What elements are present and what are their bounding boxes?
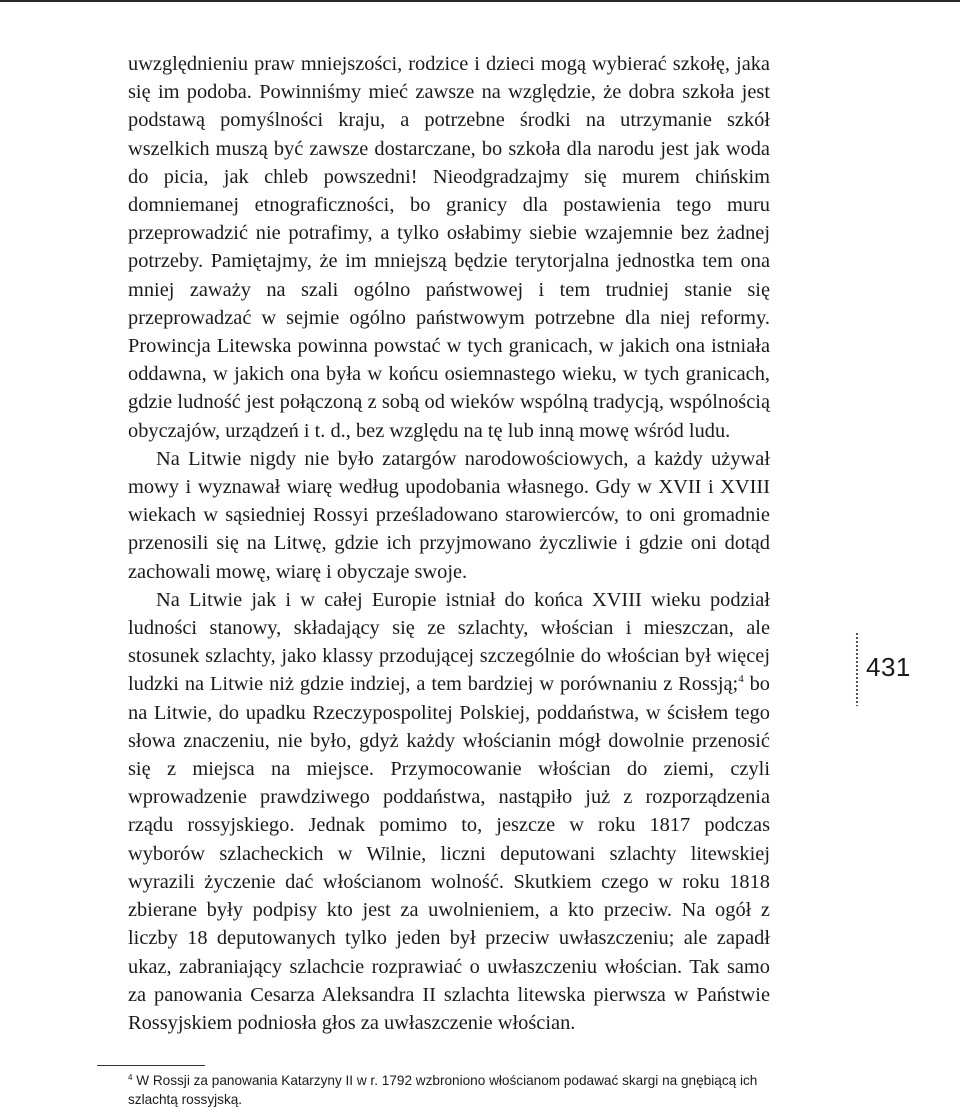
- top-border-line: [0, 0, 960, 2]
- paragraph-serfdom-part2: bo na Litwie, do upadku Rzeczypospolitej Polskiej, poddaństwa, w ścisłem tego słowa znaczeniu, nie było, gdyż każdy włościanin mógł dowolnie przenosić się z miejsca na miejsce. Przymocowanie włościan do ziemi, czyli wprowadzenie prawdziwego poddaństwa, nastąpiło już z rozporządzenia rządu rossyjskiego. Jednak pomimo to, jeszcze w roku 1817 podczas wyborów szlacheckich w Wilnie, liczni deputowani szlachty litewskiej wyrazili życzenie dać włościanom wolność. Skutkiem czego w roku 1818 zbierane były podpisy kto jest za uwolnieniem, a kto przeciw. Na ogół z liczby 18 deputowanych tylko jeden był przeciw uwłaszczeniu; ale zapadł ukaz, zabraniający szlachcie rozprawiać o uwłaszczeniu włościan. Tak samo za panowania Cesarza Aleksandra II szlachta litewska pierwsza w Państwie Rossyjskiem podniosła głos za uwłaszczenie włościan.: [128, 673, 770, 1034]
- paragraph-serfdom-part1: Na Litwie jak i w całej Europie istniał do końca XVIII wieku podział ludności stanowy, składający się ze szlachty, włościan i mieszczan, ale stosunek szlachty, jako klassy przodującej szczególnie do włościan był więcej ludzki na Litwie niż gdzie indziej, a tem bardziej w porównaniu z Rossją;: [128, 588, 770, 696]
- footnote-marker: 4: [128, 1073, 133, 1082]
- dotted-rule: [854, 632, 860, 706]
- footnote-reference[interactable]: 4: [738, 673, 744, 686]
- footnote-text: W Rossji za panowania Katarzyny II w r. 1792 wzbroniono włościanom podawać skargi na gnębiącą ich szlachtą rossyjską.: [128, 1073, 758, 1107]
- main-text: [128, 50, 770, 1037]
- paragraph-lithuania-religion: Na Litwie nigdy nie było zatargów narodowościowych, a każdy używał mowy i wyznawał wiarę według upodobania własnego. Gdy w XVII i XVIII wiekach w sąsiedniej Rossyi prześladowano starowierców, to oni gromadnie przenosili się na Litwę, gdzie ich przyjmowano życzliwie i gdzie oni dotąd zachowali mowę, wiarę i obyczaje swoje.: [128, 447, 770, 583]
- footnote: [128, 1071, 778, 1109]
- paragraph-serfdom: [128, 586, 770, 1037]
- footnote-separator: [97, 1065, 205, 1066]
- page-number: 431: [866, 652, 911, 682]
- paragraph-continued: uwzględnieniu praw mniejszości, rodzice i dzieci mogą wybierać szkołę, jaka się im podoba. Powinniśmy mieć zawsze na względzie, że dobra szkoła jest podstawą pomyślności kraju, a potrzebne środki na utrzymanie szkół wszelkich muszą być zawsze dostarczane, bo szkoła dla narodu jest jak woda do picia, jak chleb powszedni! Nieodgradzajmy się murem chińskim domniemanej etnograficzności, bo granicy dla postawienia tego muru przeprowadzić nie potrafimy, a tylko osłabimy siebie wzajemnie bez żadnej potrzeby. Pamiętajmy, że im mniejszą będzie terytorjalna jednostka tem ona mniej zaważy na szali ogólno państwowej i tem trudniej stanie się przeprowadzać w sejmie ogólno państwowym potrzebne dla niej reformy. Prowincja Litewska powinna powstać w tych granicach, w jakich ona istniała oddawna, w jakich ona była w końcu osiemnastego wieku, w tych granicach, gdzie ludność jest połączoną z sobą od wieków wspólną tradycją, wspólnością obyczajów, urządzeń i t. d., bez względu na tę lub inną mowę wśród ludu.: [128, 53, 770, 442]
- page-number-marker: [854, 632, 934, 706]
